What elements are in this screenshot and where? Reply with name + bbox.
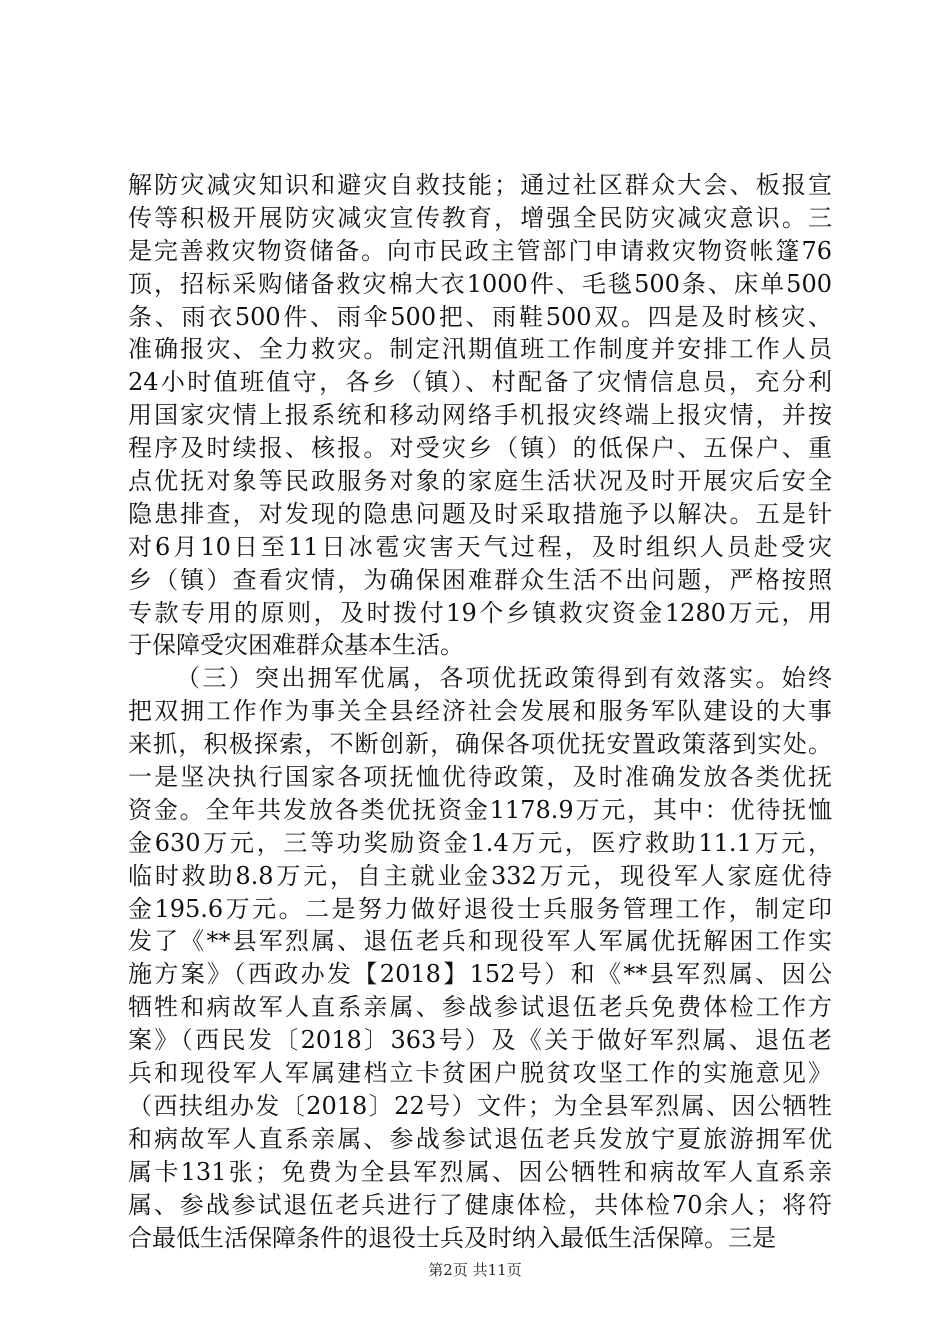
- text-line: 和病故军人直系亲属、参战参试退伍老兵发放宁夏旅游拥军优: [128, 1124, 832, 1153]
- text-line: 传等积极开展防灾减灾宣传教育，增强全民防灾减灾意识。三: [128, 203, 832, 232]
- text-line: 资金。全年共发放各类优抚资金1178.9万元，其中：优待抚恤: [128, 795, 832, 824]
- text-line: 顶，招标采购储备救灾棉大衣1000件、毛毯500条、床单500: [128, 269, 832, 298]
- text-line: 准确报灾、全力救灾。制定汛期值班工作制度并安排工作人员: [128, 335, 832, 364]
- text-line: 兵和现役军人军属建档立卡贫困户脱贫攻坚工作的实施意见》: [128, 1059, 832, 1088]
- text-line: 临时救助8.8万元，自主就业金332万元，现役军人家庭优待: [128, 861, 832, 890]
- text-line: （三）突出拥军优属，各项优抚政策得到有效落实。始终: [176, 664, 832, 693]
- text-line: 施方案》（西政办发【2018】152号）和《**县军烈属、因公: [128, 960, 832, 989]
- text-line: 金630万元，三等功奖励资金1.4万元，医疗救助11.1万元，: [128, 828, 832, 857]
- text-line: 发了《**县军烈属、退伍老兵和现役军人军属优抚解困工作实: [128, 927, 832, 956]
- text-line: 隐患排查，对发现的隐患问题及时采取措施予以解决。五是针: [128, 499, 832, 528]
- document-body: [128, 169, 832, 1254]
- text-line: 合最低生活保障条件的退役士兵及时纳入最低生活保障。三是: [128, 1223, 776, 1252]
- text-line: 24小时值班值守，各乡（镇）、村配备了灾情信息员，充分利: [128, 368, 832, 397]
- text-line: 解防灾减灾知识和避灾自救技能；通过社区群众大会、板报宣: [128, 171, 832, 199]
- text-line: 点优抚对象等民政服务对象的家庭生活状况及时开展灾后安全: [128, 467, 832, 496]
- text-line: 属、参战参试退伍老兵进行了健康体检，共体检70余人；将符: [128, 1190, 832, 1219]
- text-line: 来抓，积极探索，不断创新，确保各项优抚安置政策落到实处。: [128, 730, 832, 759]
- text-line: 程序及时续报、核报。对受灾乡（镇）的低保户、五保户、重: [128, 434, 832, 463]
- text-line: 专款专用的原则，及时拨付19个乡镇救灾资金1280万元，用: [128, 598, 832, 627]
- text-line: 乡（镇）查看灾情，为确保困难群众生活不出问题，严格按照: [128, 565, 832, 594]
- text-line: 一是坚决执行国家各项抚恤优待政策，及时准确发放各类优抚: [128, 763, 832, 792]
- page-footer: 第2页 共11页: [428, 1261, 522, 1279]
- text-line: 对6月10日至11日冰雹灾害天气过程，及时组织人员赴受灾: [128, 532, 832, 561]
- text-line: 条、雨衣500件、雨伞500把、雨鞋500双。四是及时核灾、: [128, 302, 832, 331]
- text-line: 金195.6万元。二是努力做好退役士兵服务管理工作，制定印: [128, 894, 832, 923]
- text-line: 用国家灾情上报系统和移动网络手机报灾终端上报灾情，并按: [128, 401, 832, 430]
- text-line: 是完善救灾物资储备。向市民政主管部门申请救灾物资帐篷76: [128, 236, 832, 265]
- text-line: 把双拥工作作为事关全县经济社会发展和服务军队建设的大事: [128, 697, 832, 726]
- text-line: 于保障受灾困难群众基本生活。: [128, 631, 464, 660]
- text-line: 案》（西民发〔2018〕363号）及《关于做好军烈属、退伍老: [128, 1026, 832, 1055]
- text-line: 属卡131张；免费为全县军烈属、因公牺牲和病故军人直系亲: [128, 1157, 832, 1186]
- text-line: （西扶组办发〔2018〕22号）文件；为全县军烈属、因公牺牲: [128, 1091, 832, 1120]
- text-line: 牺牲和病故军人直系亲属、参战参试退伍老兵免费体检工作方: [128, 993, 832, 1022]
